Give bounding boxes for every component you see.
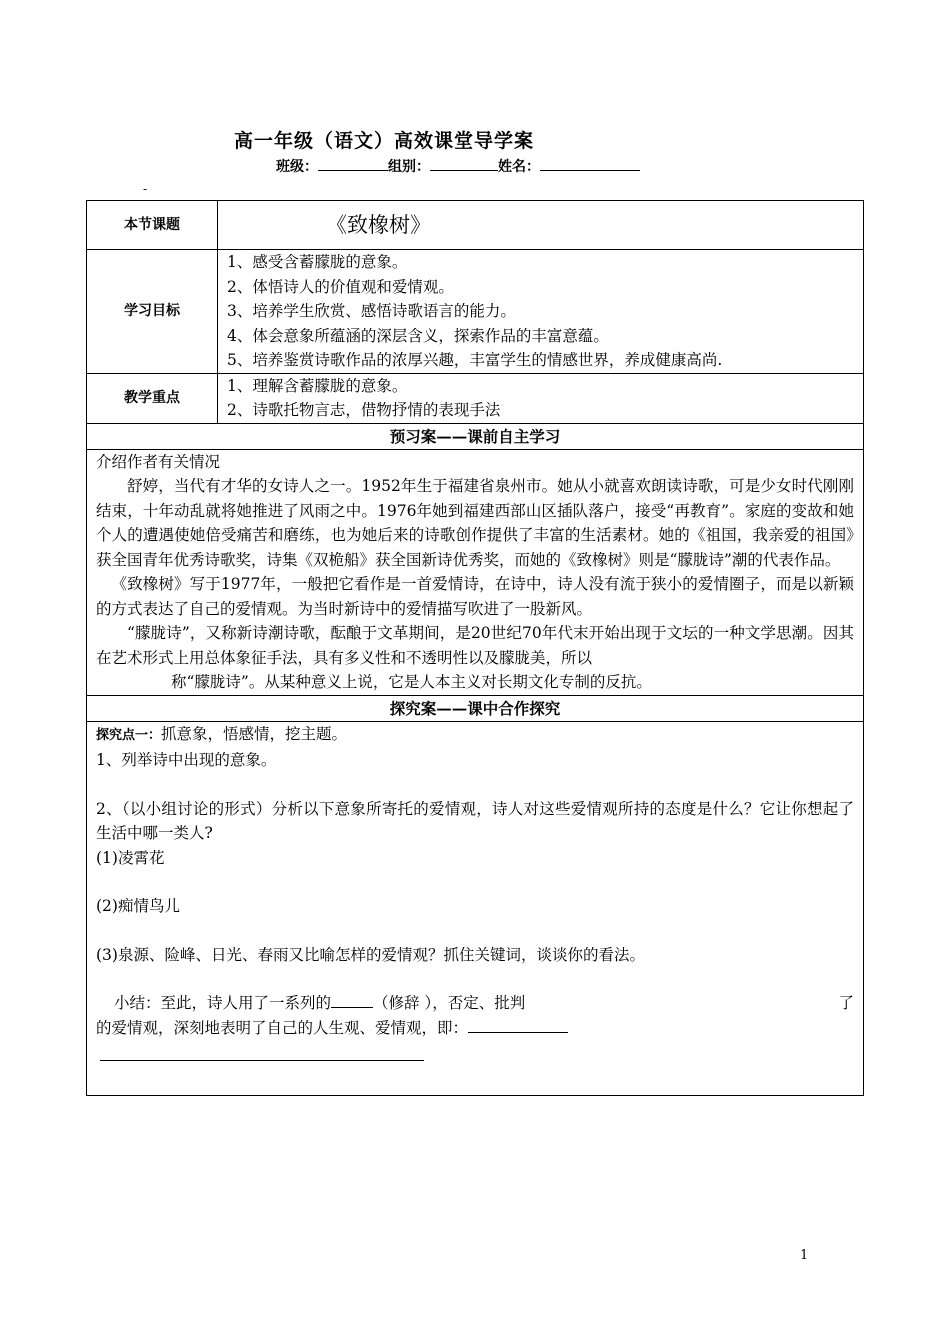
student-info-line bbox=[276, 156, 640, 176]
page-number: 1 bbox=[800, 1248, 809, 1263]
focus-item: 2、诗歌托物言志，借物抒情的表现手法 bbox=[227, 401, 501, 419]
explore-heading-row bbox=[87, 696, 863, 722]
summary-text-a: 小结：至此，诗人用了一系列的 bbox=[114, 994, 332, 1012]
question-2: 2、（以小组讨论的形式）分析以下意象所寄托的爱情观，诗人对这些爱情观所持的态度是什么？它让你想起了生活中哪一类人? bbox=[96, 799, 854, 842]
goals-list bbox=[218, 250, 863, 373]
question-2-item: (2)痴情鸟儿 bbox=[96, 897, 180, 915]
explore-content-row bbox=[87, 722, 863, 1095]
focus-row bbox=[87, 374, 863, 424]
author-paragraph: 舒婷，当代有才华的女诗人之一。1952年生于福建省泉州市。她从小就喜欢朗读诗歌，可是少女时代刚刚结束，十年动乱就将她推进了风雨之中。1976年她到福建西部山区插队落户，接受“再教育”。家庭的变故和她个人的遭遇使她倍受痛苦和磨练，也为她后来的诗歌创作提供了丰富的生活素材。她的《祖国，我亲爱的祖国》获全国青年优秀诗歌奖，诗集《双桅船》获全国新诗优秀奖，而她的《致橡树》则是“朦胧诗”潮的代表作品。 bbox=[96, 477, 854, 569]
class-label: 班级： bbox=[276, 159, 318, 175]
preview-intro: 介绍作者有关情况 bbox=[96, 452, 221, 471]
topic-row bbox=[87, 201, 863, 250]
group-label: 组别： bbox=[388, 159, 430, 175]
goal-item: 5、培养鉴赏诗歌作品的浓厚兴趣，丰富学生的情感世界，养成健康高尚. bbox=[227, 351, 723, 369]
preview-content bbox=[87, 450, 863, 695]
summary-line-2 bbox=[96, 1016, 854, 1041]
explore-heading: 探究案——课中合作探究 bbox=[389, 698, 561, 718]
focus-label: 教学重点 bbox=[87, 374, 218, 423]
view-blank[interactable] bbox=[468, 1016, 568, 1033]
answer-line[interactable] bbox=[100, 1048, 424, 1061]
preview-heading-row bbox=[87, 424, 863, 450]
topic-label: 本节课题 bbox=[87, 201, 218, 249]
focus-item: 1、理解含蓄朦胧的意象。 bbox=[227, 376, 408, 395]
group-blank[interactable] bbox=[430, 156, 498, 171]
preview-content-row bbox=[87, 450, 863, 696]
preview-heading: 预习案——课前自主学习 bbox=[389, 426, 561, 446]
question-2-item: (1)凌霄花 bbox=[96, 848, 165, 867]
topic-value: 《致橡树》 bbox=[326, 212, 431, 237]
summary-text-b: （修辞 ），否定、批判 bbox=[373, 994, 526, 1012]
misty-poetry-last-line: 称“朦胧诗”。从某种意义上说，它是人本主义对长期文化专制的反抗。 bbox=[171, 673, 652, 691]
document-title: 高一年级（语文）高效课堂导学案 bbox=[234, 130, 535, 152]
question-3: (3)泉源、险峰、日光、春雨又比喻怎样的爱情观？抓住关键词，谈谈你的看法。 bbox=[96, 945, 645, 964]
rhetoric-blank[interactable] bbox=[331, 991, 373, 1008]
poem-paragraph: 《致橡树》写于1977年，一般把它看作是一首爱情诗，在诗中，诗人没有流于狭小的爱情圈子，而是以新颖的方式表达了自己的爱情观。为当时新诗中的爱情描写吹进了一股新风。 bbox=[96, 575, 854, 618]
goals-label: 学习目标 bbox=[87, 250, 218, 373]
goal-item: 3、培养学生欣赏、感悟诗歌语言的能力。 bbox=[227, 302, 516, 320]
lesson-table bbox=[86, 200, 864, 1096]
explore-content bbox=[87, 722, 863, 1095]
summary-text-c: 了 bbox=[838, 994, 854, 1012]
focus-list bbox=[218, 374, 863, 423]
goal-item: 1、感受含蓄朦胧的意象。 bbox=[227, 253, 408, 271]
goal-item: 4、体会意象所蕴涵的深层含义，探索作品的丰富意蕴。 bbox=[227, 326, 609, 345]
class-blank[interactable] bbox=[318, 156, 388, 171]
name-label: 姓名： bbox=[498, 159, 540, 175]
point-label: 探究点一： bbox=[96, 727, 162, 743]
summary-text-d: 的爱情观，深刻地表明了自己的人生观、爱情观，即： bbox=[96, 1018, 469, 1037]
point-text: 抓意象，悟感情，挖主题。 bbox=[161, 724, 348, 743]
stray-dash: - bbox=[143, 182, 148, 196]
explore-point bbox=[96, 722, 854, 749]
question-1: 1、列举诗中出现的意象。 bbox=[96, 751, 277, 769]
name-blank[interactable] bbox=[540, 156, 640, 171]
goal-item: 2、体悟诗人的价值观和爱情观。 bbox=[227, 277, 454, 296]
summary-line-1 bbox=[96, 991, 854, 1016]
misty-poetry-paragraph: “朦胧诗”，又称新诗潮诗歌，酝酿于文革期间，是20世纪70年代末开始出现于文坛的一种文学思潮。因其在艺术形式上用总体象征手法，具有多义性和不透明性以及朦胧美，所以 bbox=[96, 624, 854, 667]
goals-row bbox=[87, 250, 863, 374]
